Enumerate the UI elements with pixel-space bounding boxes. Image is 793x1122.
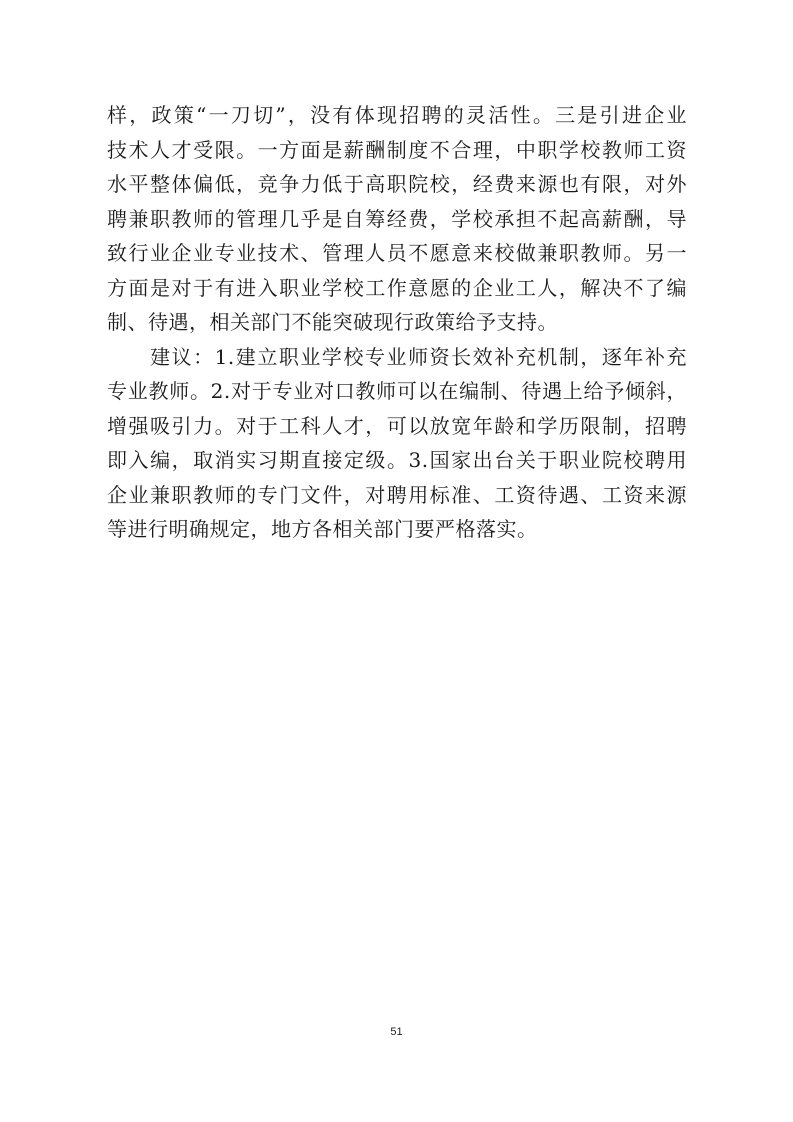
text-line: 制、待遇，相关部门不能突破现行政策给予支持。 [107, 310, 558, 334]
text-line: 致行业企业专业技术、管理人员不愿意来校做兼职教师。另一 [107, 241, 687, 265]
paragraph-1 [107, 98, 687, 340]
text-line: 样，政策“一刀切”，没有体现招聘的灵活性。三是引进企业 [107, 103, 687, 127]
text-line: 等进行明确规定，地方各相关部门要严格落实。 [107, 517, 538, 541]
text-line: 水平整体偏低，竞争力低于高职院校，经费来源也有限，对外 [107, 172, 687, 196]
text-line: 技术人才受限。一方面是薪酬制度不合理，中职学校教师工资 [107, 137, 687, 162]
text-line: 建议：1.建立职业学校专业师资长效补充机制，逐年补充 [107, 344, 687, 369]
text-line: 专业教师。2.对于专业对口教师可以在编制、待遇上给予倾斜， [107, 379, 687, 403]
text-line: 聘兼职教师的管理几乎是自筹经费，学校承担不起高薪酬，导 [107, 206, 687, 231]
text-line: 企业兼职教师的专门文件，对聘用标准、工资待遇、工资来源 [107, 482, 687, 507]
page-number: 51 [390, 1026, 403, 1038]
body-text [107, 98, 687, 547]
paragraph-2 [107, 340, 687, 547]
text-line: 方面是对于有进入职业学校工作意愿的企业工人，解决不了编 [107, 275, 687, 300]
text-line: 增强吸引力。对于工科人才，可以放宽年龄和学历限制，招聘 [107, 413, 687, 438]
text-line: 即入编，取消实习期直接定级。3.国家出台关于职业院校聘用 [107, 448, 687, 472]
